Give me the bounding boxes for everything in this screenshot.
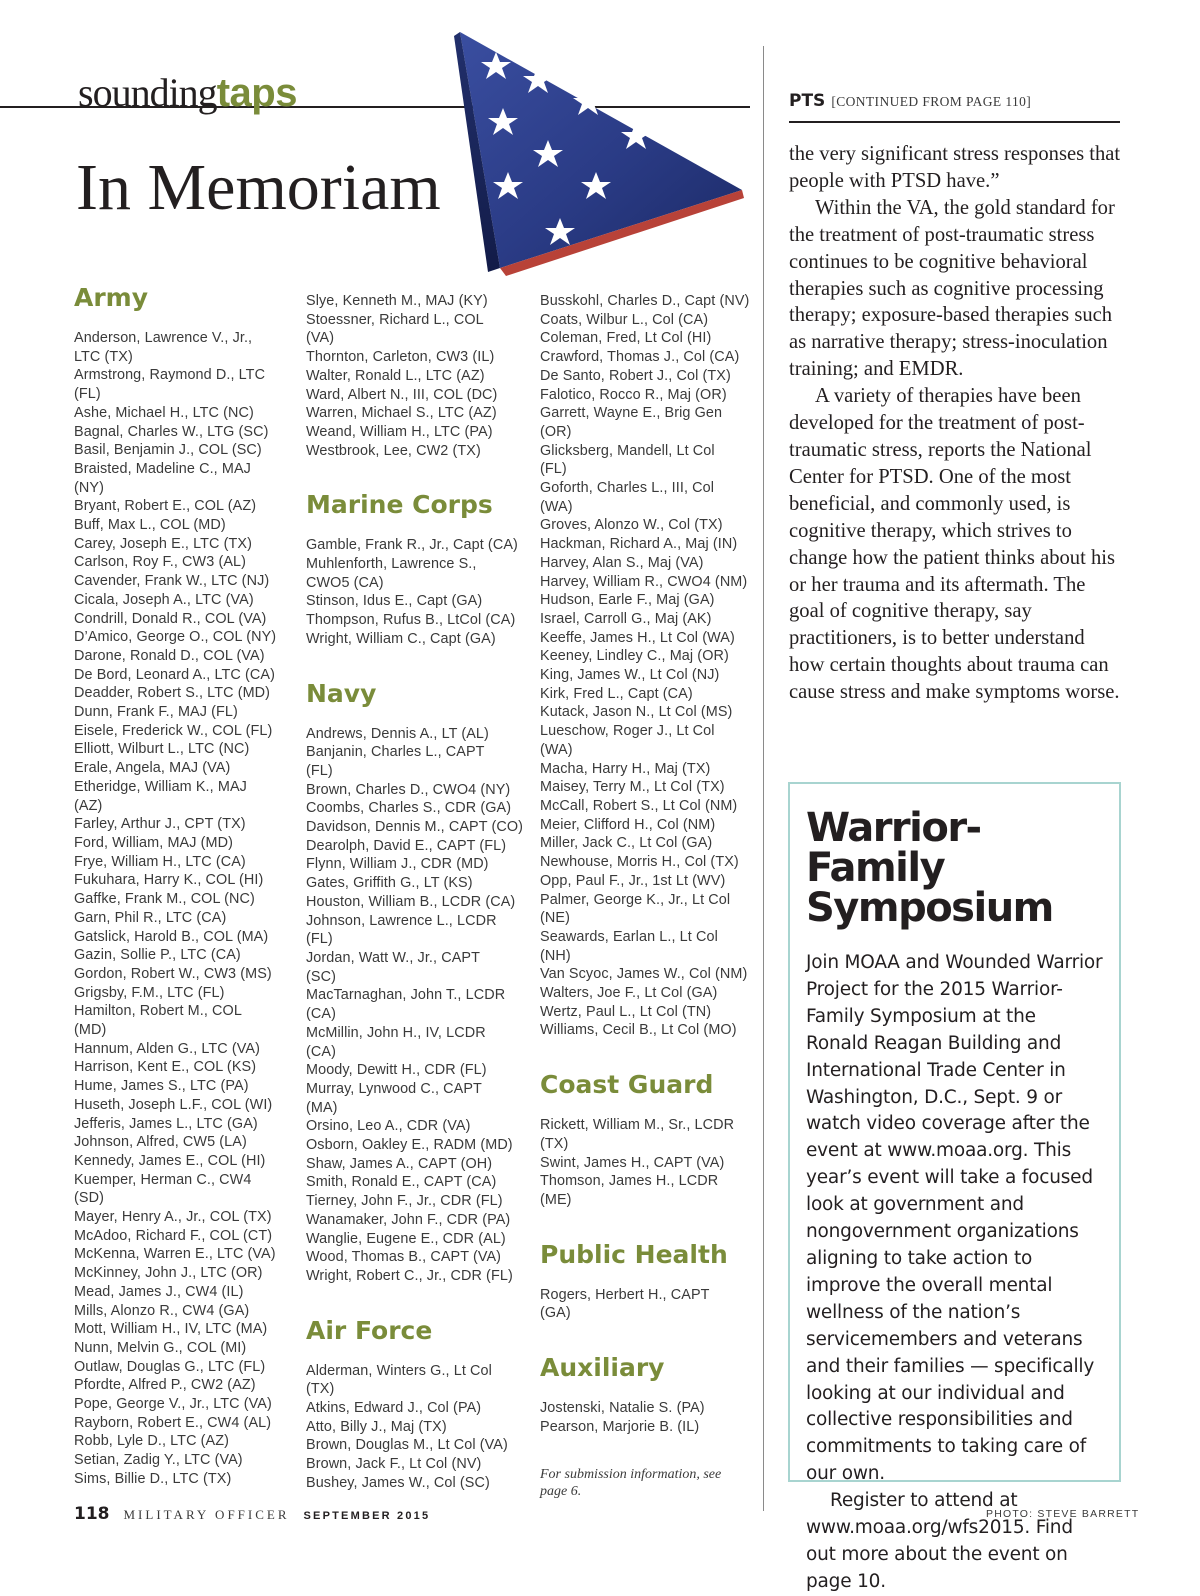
memoriam-name-line: Keeffe, James H., Lt Col (WA) bbox=[540, 629, 735, 646]
navy-heading: Navy bbox=[306, 678, 377, 708]
memoriam-name-line: Groves, Alonzo W., Col (TX) bbox=[540, 517, 723, 534]
memoriam-name-line: Stinson, Idus E., Capt (GA) bbox=[306, 593, 483, 610]
memoriam-name-line: Hume, James S., LTC (PA) bbox=[74, 1078, 249, 1095]
memoriam-name-line: D’Amico, George O., COL (NY) bbox=[74, 629, 277, 646]
memoriam-name-line: Miller, Jack C., Lt Col (GA) bbox=[540, 835, 713, 852]
memoriam-name-line: Frye, William H., LTC (CA) bbox=[74, 853, 246, 870]
public-health-heading: Public Health bbox=[540, 1239, 728, 1269]
memoriam-name-line: Gatslick, Harold B., COL (MA) bbox=[74, 928, 269, 945]
memoriam-name-line: De Bord, Leonard A., LTC (CA) bbox=[74, 666, 275, 683]
coast-guard-section bbox=[540, 1070, 755, 1210]
memoriam-name-line: Farley, Arthur J., CPT (TX) bbox=[74, 816, 246, 833]
memoriam-name-line: Walter, Ronald L., LTC (AZ) bbox=[306, 367, 485, 384]
marine-corps-name-list bbox=[306, 536, 536, 648]
memoriam-name-line: (FL) bbox=[306, 931, 333, 948]
memoriam-name-line: Ford, William, MAJ (MD) bbox=[74, 834, 233, 851]
memoriam-name-line: Rickett, William M., Sr., LCDR bbox=[540, 1117, 735, 1134]
memoriam-name-line: Maisey, Terry M., Lt Col (TX) bbox=[540, 779, 725, 796]
memoriam-name-line: Buff, Max L., COL (MD) bbox=[74, 517, 226, 534]
memoriam-name-line: Armstrong, Raymond D., LTC bbox=[74, 367, 266, 384]
memoriam-name-line: Meier, Clifford H., Col (NM) bbox=[540, 816, 716, 833]
sidebar-paragraph: Register to attend at www.moaa.org/wfs2015. Find out more about the event on page 10. bbox=[806, 1490, 1073, 1592]
memoriam-name-line: Erale, Angela, MAJ (VA) bbox=[74, 760, 231, 777]
memoriam-name-line: Tierney, John F., Jr., CDR (FL) bbox=[306, 1193, 503, 1210]
memoriam-name-line: Ashe, Michael H., LTC (NC) bbox=[74, 404, 254, 421]
photo-credit: PHOTO: STEVE BARRETT bbox=[986, 1508, 1140, 1520]
memoriam-name-line: Smith, Ronald E., CAPT (CA) bbox=[306, 1174, 497, 1191]
memoriam-name-line: Outlaw, Douglas G., LTC (FL) bbox=[74, 1358, 266, 1375]
memoriam-name-line: (SD) bbox=[74, 1190, 104, 1207]
kicker-taps: taps bbox=[216, 71, 297, 115]
memoriam-name-line: Thornton, Carleton, CW3 (IL) bbox=[306, 349, 495, 366]
memoriam-name-line: Macha, Harry H., Maj (TX) bbox=[540, 760, 711, 777]
magazine-name: MILITARY OFFICER bbox=[123, 1507, 290, 1522]
memoriam-name-line: Rogers, Herbert H., CAPT bbox=[540, 1286, 710, 1303]
sidebar-body bbox=[806, 950, 1103, 1596]
article-rule bbox=[789, 121, 1120, 123]
public-health-name-list bbox=[540, 1286, 755, 1323]
air-force-continued-name-list bbox=[540, 292, 755, 1040]
memoriam-name-line: Pearson, Marjorie B. (IL) bbox=[540, 1418, 700, 1435]
memoriam-name-line: Fukuhara, Harry K., COL (HI) bbox=[74, 872, 264, 889]
memoriam-name-line: McKenna, Warren E., LTC (VA) bbox=[74, 1246, 276, 1263]
names-column-3 bbox=[540, 292, 755, 1500]
memoriam-name-line: Newhouse, Morris H., Col (TX) bbox=[540, 854, 739, 871]
memoriam-name-line: (GA) bbox=[540, 1305, 571, 1322]
memoriam-name-line: Wanglie, Eugene E., CDR (AL) bbox=[306, 1230, 506, 1247]
memoriam-name-line: Kennedy, James E., COL (HI) bbox=[74, 1152, 266, 1169]
memoriam-name-line: Murray, Lynwood C., CAPT bbox=[306, 1080, 482, 1097]
sidebar-title-line1: Warrior-Family bbox=[806, 805, 981, 891]
coast-guard-heading: Coast Guard bbox=[540, 1070, 714, 1100]
continued-label: PTS bbox=[789, 91, 826, 111]
kicker-sounding: sounding bbox=[78, 70, 217, 115]
memoriam-name-line: Moody, Dewitt H., CDR (FL) bbox=[306, 1062, 487, 1079]
memoriam-name-line: Gamble, Frank R., Jr., Capt (CA) bbox=[306, 537, 518, 554]
memoriam-name-line: (WA) bbox=[540, 498, 573, 515]
names-column-1 bbox=[74, 283, 304, 1519]
army-continued-section bbox=[306, 292, 536, 460]
memoriam-name-line: Coombs, Charles S., CDR (GA) bbox=[306, 800, 512, 817]
memoriam-name-line: LTC (TX) bbox=[74, 348, 133, 365]
page-title: In Memoriam bbox=[76, 151, 441, 224]
article-paragraph: Within the VA, the gold standard for the treatment of post-traumatic stress continues to be cognitive behavioral therapies such as cognitive processing therapy; exposure-based therapies such as narrative therapy; stress-inoculation training; and EMDR. bbox=[789, 196, 1115, 381]
memoriam-name-line: Brown, Charles D., CWO4 (NY) bbox=[306, 781, 511, 798]
memoriam-name-line: Brown, Douglas M., Lt Col (VA) bbox=[306, 1437, 508, 1454]
memoriam-name-line: Weand, William H., LTC (PA) bbox=[306, 423, 493, 440]
submission-note: For submission information, see page 6. bbox=[540, 1467, 722, 1500]
memoriam-name-line: Muhlenforth, Lawrence S., bbox=[306, 556, 477, 573]
section-kicker bbox=[78, 68, 297, 118]
memoriam-name-line: (MD) bbox=[74, 1022, 107, 1039]
memoriam-name-line: Darone, Ronald D., COL (VA) bbox=[74, 647, 265, 664]
memoriam-name-line: Mead, James J., CW4 (IL) bbox=[74, 1283, 244, 1300]
memoriam-name-line: (NE) bbox=[540, 910, 570, 927]
memoriam-name-line: Palmer, George K., Jr., Lt Col bbox=[540, 891, 731, 908]
memoriam-name-line: King, James W., Lt Col (NJ) bbox=[540, 667, 720, 684]
memoriam-name-line: Andrews, Dennis A., LT (AL) bbox=[306, 725, 489, 742]
memoriam-name-line: Gazin, Sollie P., LTC (CA) bbox=[74, 947, 241, 964]
memoriam-name-line: (SC) bbox=[306, 968, 336, 985]
auxiliary-section bbox=[540, 1353, 755, 1436]
auxiliary-heading: Auxiliary bbox=[540, 1353, 665, 1383]
memoriam-name-line: Cicala, Joseph A., LTC (VA) bbox=[74, 591, 254, 608]
memoriam-name-line: Johnson, Lawrence L., LCDR bbox=[306, 912, 497, 929]
memoriam-name-line: Pope, George V., Jr., LTC (VA) bbox=[74, 1396, 272, 1413]
memoriam-name-line: Carey, Joseph E., LTC (TX) bbox=[74, 535, 252, 552]
memoriam-name-line: Kutack, Jason N., Lt Col (MS) bbox=[540, 704, 733, 721]
issue-date: SEPTEMBER 2015 bbox=[303, 1510, 431, 1522]
memoriam-name-line: Walters, Joe F., Lt Col (GA) bbox=[540, 985, 718, 1002]
memoriam-name-line: Etheridge, William K., MAJ bbox=[74, 778, 247, 795]
memoriam-name-line: Ward, Albert N., III, COL (DC) bbox=[306, 386, 498, 403]
memoriam-name-line: Banjanin, Charles L., CAPT bbox=[306, 744, 485, 761]
memoriam-name-line: Warren, Michael S., LTC (AZ) bbox=[306, 405, 497, 422]
memoriam-name-line: (FL) bbox=[540, 461, 567, 478]
memoriam-name-line: Keeney, Lindley C., Maj (OR) bbox=[540, 648, 729, 665]
memoriam-name-line: Orsino, Leo A., CDR (VA) bbox=[306, 1118, 471, 1135]
memoriam-name-line: Opp, Paul F., Jr., 1st Lt (WV) bbox=[540, 872, 726, 889]
memoriam-name-line: Gordon, Robert W., CW3 (MS) bbox=[74, 965, 272, 982]
memoriam-name-line: Bushey, James W., Col (SC) bbox=[306, 1474, 490, 1491]
army-continued-name-list bbox=[306, 292, 536, 460]
memoriam-name-line: Bryant, Robert E., COL (AZ) bbox=[74, 498, 257, 515]
memoriam-name-line: (WA) bbox=[540, 741, 573, 758]
memoriam-name-line: (FL) bbox=[306, 762, 333, 779]
folio bbox=[74, 1503, 430, 1527]
memoriam-name-line: Westbrook, Lee, CW2 (TX) bbox=[306, 442, 481, 459]
memoriam-name-line: (TX) bbox=[540, 1135, 569, 1152]
navy-section bbox=[306, 679, 536, 1286]
army-name-list bbox=[74, 329, 304, 1489]
memoriam-name-line: Nunn, Melvin G., COL (MI) bbox=[74, 1339, 247, 1356]
memoriam-name-line: Bagnal, Charles W., LTG (SC) bbox=[74, 423, 269, 440]
memoriam-name-line: Coleman, Fred, Lt Col (HI) bbox=[540, 330, 712, 347]
memoriam-name-line: Garrett, Wayne E., Brig Gen bbox=[540, 405, 723, 422]
memoriam-name-line: Thompson, Rufus B., LtCol (CA) bbox=[306, 612, 516, 629]
memoriam-name-line: (AZ) bbox=[74, 797, 103, 814]
memoriam-name-line: Osborn, Oakley E., RADM (MD) bbox=[306, 1137, 513, 1154]
army-heading: Army bbox=[74, 283, 149, 312]
memoriam-name-line: Thomson, James H., LCDR bbox=[540, 1173, 719, 1190]
memoriam-name-line: Wright, William C., Capt (GA) bbox=[306, 630, 496, 647]
navy-name-list bbox=[306, 725, 536, 1286]
memoriam-name-line: Harrison, Kent E., COL (KS) bbox=[74, 1059, 257, 1076]
memoriam-name-line: Seawards, Earlan L., Lt Col bbox=[540, 928, 718, 945]
sidebar-title-line2: Symposium bbox=[806, 885, 1053, 931]
memoriam-name-line: Slye, Kenneth M., MAJ (KY) bbox=[306, 293, 488, 309]
memoriam-name-line: (MA) bbox=[306, 1099, 338, 1116]
memoriam-name-line: (NY) bbox=[74, 479, 104, 496]
memoriam-name-line: (CA) bbox=[306, 1043, 336, 1060]
marine-corps-section bbox=[306, 490, 536, 648]
memoriam-name-line: Gaffke, Frank M., COL (NC) bbox=[74, 891, 255, 908]
memoriam-name-line: Carlson, Roy F., CW3 (AL) bbox=[74, 554, 247, 571]
memoriam-name-line: Shaw, James A., CAPT (OH) bbox=[306, 1155, 493, 1172]
memoriam-name-line: Houston, William B., LCDR (CA) bbox=[306, 893, 516, 910]
memoriam-name-line: Anderson, Lawrence V., Jr., bbox=[74, 330, 253, 346]
memoriam-name-line: Falotico, Rocco R., Maj (OR) bbox=[540, 386, 727, 403]
continued-line bbox=[789, 90, 1031, 113]
article-body bbox=[789, 141, 1121, 706]
memoriam-name-line: Pfordte, Alfred P., CW2 (AZ) bbox=[74, 1377, 256, 1394]
memoriam-name-line: Mayer, Henry A., Jr., COL (TX) bbox=[74, 1209, 272, 1226]
memoriam-name-line: Goforth, Charles L., III, Col bbox=[540, 480, 715, 497]
memoriam-name-line: Sims, Billie D., LTC (TX) bbox=[74, 1470, 232, 1487]
page-number: 118 bbox=[74, 1504, 110, 1524]
memoriam-name-line: Israel, Carroll G., Maj (AK) bbox=[540, 610, 712, 627]
memoriam-name-line: Deadder, Robert S., LTC (MD) bbox=[74, 685, 271, 702]
sidebar-title bbox=[806, 805, 1103, 931]
memoriam-name-line: Flynn, William J., CDR (MD) bbox=[306, 856, 489, 873]
memoriam-name-line: Atkins, Edward J., Col (PA) bbox=[306, 1400, 482, 1417]
memoriam-name-line: (CA) bbox=[306, 1006, 336, 1023]
air-force-section bbox=[306, 1316, 536, 1493]
memoriam-name-line: Cavender, Frank W., LTC (NJ) bbox=[74, 573, 270, 590]
memoriam-name-line: Coats, Wilbur L., Col (CA) bbox=[540, 311, 709, 328]
memoriam-name-line: Rayborn, Robert E., CW4 (AL) bbox=[74, 1414, 272, 1431]
memoriam-name-line: (ME) bbox=[540, 1191, 572, 1208]
memoriam-name-line: Alderman, Winters G., Lt Col bbox=[306, 1362, 492, 1379]
memoriam-name-line: Swint, James H., CAPT (VA) bbox=[540, 1154, 725, 1171]
memoriam-name-line: Basil, Benjamin J., COL (SC) bbox=[74, 442, 262, 459]
memoriam-name-line: (FL) bbox=[74, 386, 101, 403]
memoriam-name-line: Setian, Zadig Y., LTC (VA) bbox=[74, 1452, 243, 1469]
air-force-heading: Air Force bbox=[306, 1315, 433, 1345]
folded-flag-image bbox=[448, 22, 748, 282]
memoriam-name-line: Harvey, William R., CWO4 (NM) bbox=[540, 573, 748, 590]
column-divider bbox=[763, 46, 764, 1511]
memoriam-name-line: MacTarnaghan, John T., LCDR bbox=[306, 987, 506, 1004]
memoriam-name-line: (NH) bbox=[540, 947, 571, 964]
memoriam-name-line: Crawford, Thomas J., Col (CA) bbox=[540, 349, 740, 366]
memoriam-name-line: McAdoo, Richard F., COL (CT) bbox=[74, 1227, 273, 1244]
air-force-continued-section bbox=[540, 292, 755, 1040]
memoriam-name-line: Hudson, Earle F., Maj (GA) bbox=[540, 592, 715, 609]
memoriam-name-line: Van Scyoc, James W., Col (NM) bbox=[540, 966, 748, 983]
memoriam-name-line: CWO5 (CA) bbox=[306, 574, 384, 591]
memoriam-name-line: McCall, Robert S., Lt Col (NM) bbox=[540, 797, 738, 814]
memoriam-name-line: Davidson, Dennis M., CAPT (CO) bbox=[306, 819, 524, 836]
article-paragraph: the very significant stress responses that people with PTSD have.” bbox=[789, 143, 1121, 192]
memoriam-name-line: Garn, Phil R., LTC (CA) bbox=[74, 909, 227, 926]
auxiliary-name-list bbox=[540, 1399, 755, 1436]
memoriam-name-line: Mills, Alonzo R., CW4 (GA) bbox=[74, 1302, 250, 1319]
memoriam-name-line: Hackman, Richard A., Maj (IN) bbox=[540, 536, 738, 553]
memoriam-name-line: Robb, Lyle D., LTC (AZ) bbox=[74, 1433, 230, 1450]
memoriam-name-line: Johnson, Alfred, CW5 (LA) bbox=[74, 1134, 247, 1151]
memoriam-name-line: Eisele, Frederick W., COL (FL) bbox=[74, 722, 273, 739]
memoriam-name-line: Wanamaker, John F., CDR (PA) bbox=[306, 1211, 511, 1228]
memoriam-name-line: (TX) bbox=[306, 1381, 335, 1398]
memoriam-name-line: Hannum, Alden G., LTC (VA) bbox=[74, 1040, 261, 1057]
memoriam-name-line: (OR) bbox=[540, 423, 572, 440]
air-force-name-list bbox=[306, 1362, 536, 1493]
memoriam-name-line: Busskohl, Charles D., Capt (NV) bbox=[540, 293, 750, 309]
memoriam-name-line: Lueschow, Roger J., Lt Col bbox=[540, 723, 715, 740]
memoriam-name-line: Wertz, Paul L., Lt Col (TN) bbox=[540, 1003, 712, 1020]
memoriam-name-line: Jefferis, James L., LTC (GA) bbox=[74, 1115, 258, 1132]
memoriam-name-line: Brown, Jack F., Lt Col (NV) bbox=[306, 1456, 482, 1473]
names-column-2 bbox=[303, 292, 536, 1523]
memoriam-name-line: Huseth, Joseph L.F., COL (WI) bbox=[74, 1096, 273, 1113]
memoriam-name-line: Jordan, Watt W., Jr., CAPT bbox=[306, 949, 480, 966]
army-section bbox=[74, 283, 304, 1489]
memoriam-name-line: Hamilton, Robert M., COL bbox=[74, 1003, 242, 1020]
memoriam-name-line: Condrill, Donald R., COL (VA) bbox=[74, 610, 267, 627]
memoriam-name-line: Grigsby, F.M., LTC (FL) bbox=[74, 984, 225, 1001]
memoriam-name-line: Elliott, Wilburt L., LTC (NC) bbox=[74, 741, 250, 758]
memoriam-name-line: Wright, Robert C., Jr., CDR (FL) bbox=[306, 1267, 513, 1284]
memoriam-name-line: De Santo, Robert J., Col (TX) bbox=[540, 367, 731, 384]
memoriam-name-line: (VA) bbox=[306, 330, 335, 347]
memoriam-name-line: Jostenski, Natalie S. (PA) bbox=[540, 1400, 705, 1417]
memoriam-name-line: Kirk, Fred L., Capt (CA) bbox=[540, 685, 693, 702]
memoriam-name-line: Wood, Thomas B., CAPT (VA) bbox=[306, 1249, 502, 1266]
memoriam-name-line: Braisted, Madeline C., MAJ bbox=[74, 460, 251, 477]
sidebar-paragraph: Join MOAA and Wounded Warrior Project for the 2015 Warrior-Family Symposium at the Ronald Reagan Building and International Trade Center in Washington, D.C., Sept. 9 or watch video coverage after the event at www.moaa.org. This year’s event will take a focused look at government and nongovernment organizations aligning to take action to improve the overall mental wellness of the nation’s servicemembers and veterans and their families — specifically looking at our individual and collective responsibilities and commitments to taking care of our own. bbox=[806, 952, 1103, 1485]
memoriam-name-line: Dunn, Frank F., MAJ (FL) bbox=[74, 704, 238, 721]
memoriam-name-line: Glicksberg, Mandell, Lt Col bbox=[540, 442, 715, 459]
memoriam-name-line: Kuemper, Herman C., CW4 bbox=[74, 1171, 252, 1188]
memoriam-name-line: McKinney, John J., LTC (OR) bbox=[74, 1265, 263, 1282]
memoriam-name-line: Dearolph, David E., CAPT (FL) bbox=[306, 837, 507, 854]
public-health-section bbox=[540, 1240, 755, 1323]
continued-text: [CONTINUED FROM PAGE 110] bbox=[831, 94, 1032, 109]
memoriam-name-line: McMillin, John H., IV, LCDR bbox=[306, 1024, 486, 1041]
marine-corps-heading: Marine Corps bbox=[306, 490, 493, 520]
memoriam-name-line: Atto, Billy J., Maj (TX) bbox=[306, 1418, 447, 1435]
memoriam-name-line: Mott, William H., IV, LTC (MA) bbox=[74, 1321, 268, 1338]
article-paragraph: A variety of therapies have been developed for the treatment of post-traumatic stress, reports the National Center for PTSD. One of the most beneficial, and commonly used, is cognitive therapy, which strives to change how the patient thinks about his or her trauma and its aftermath. The goal of cognitive therapy, say practitioners, is to better understand how certain thoughts about trauma can cause stress and make symptoms worse. bbox=[789, 385, 1120, 704]
memoriam-name-line: Williams, Cecil B., Lt Col (MO) bbox=[540, 1022, 737, 1039]
coast-guard-name-list bbox=[540, 1116, 755, 1210]
memoriam-name-line: Stoessner, Richard L., COL bbox=[306, 311, 484, 328]
memoriam-name-line: Harvey, Alan S., Maj (VA) bbox=[540, 554, 704, 571]
memoriam-name-line: Gates, Griffith G., LT (KS) bbox=[306, 875, 473, 892]
